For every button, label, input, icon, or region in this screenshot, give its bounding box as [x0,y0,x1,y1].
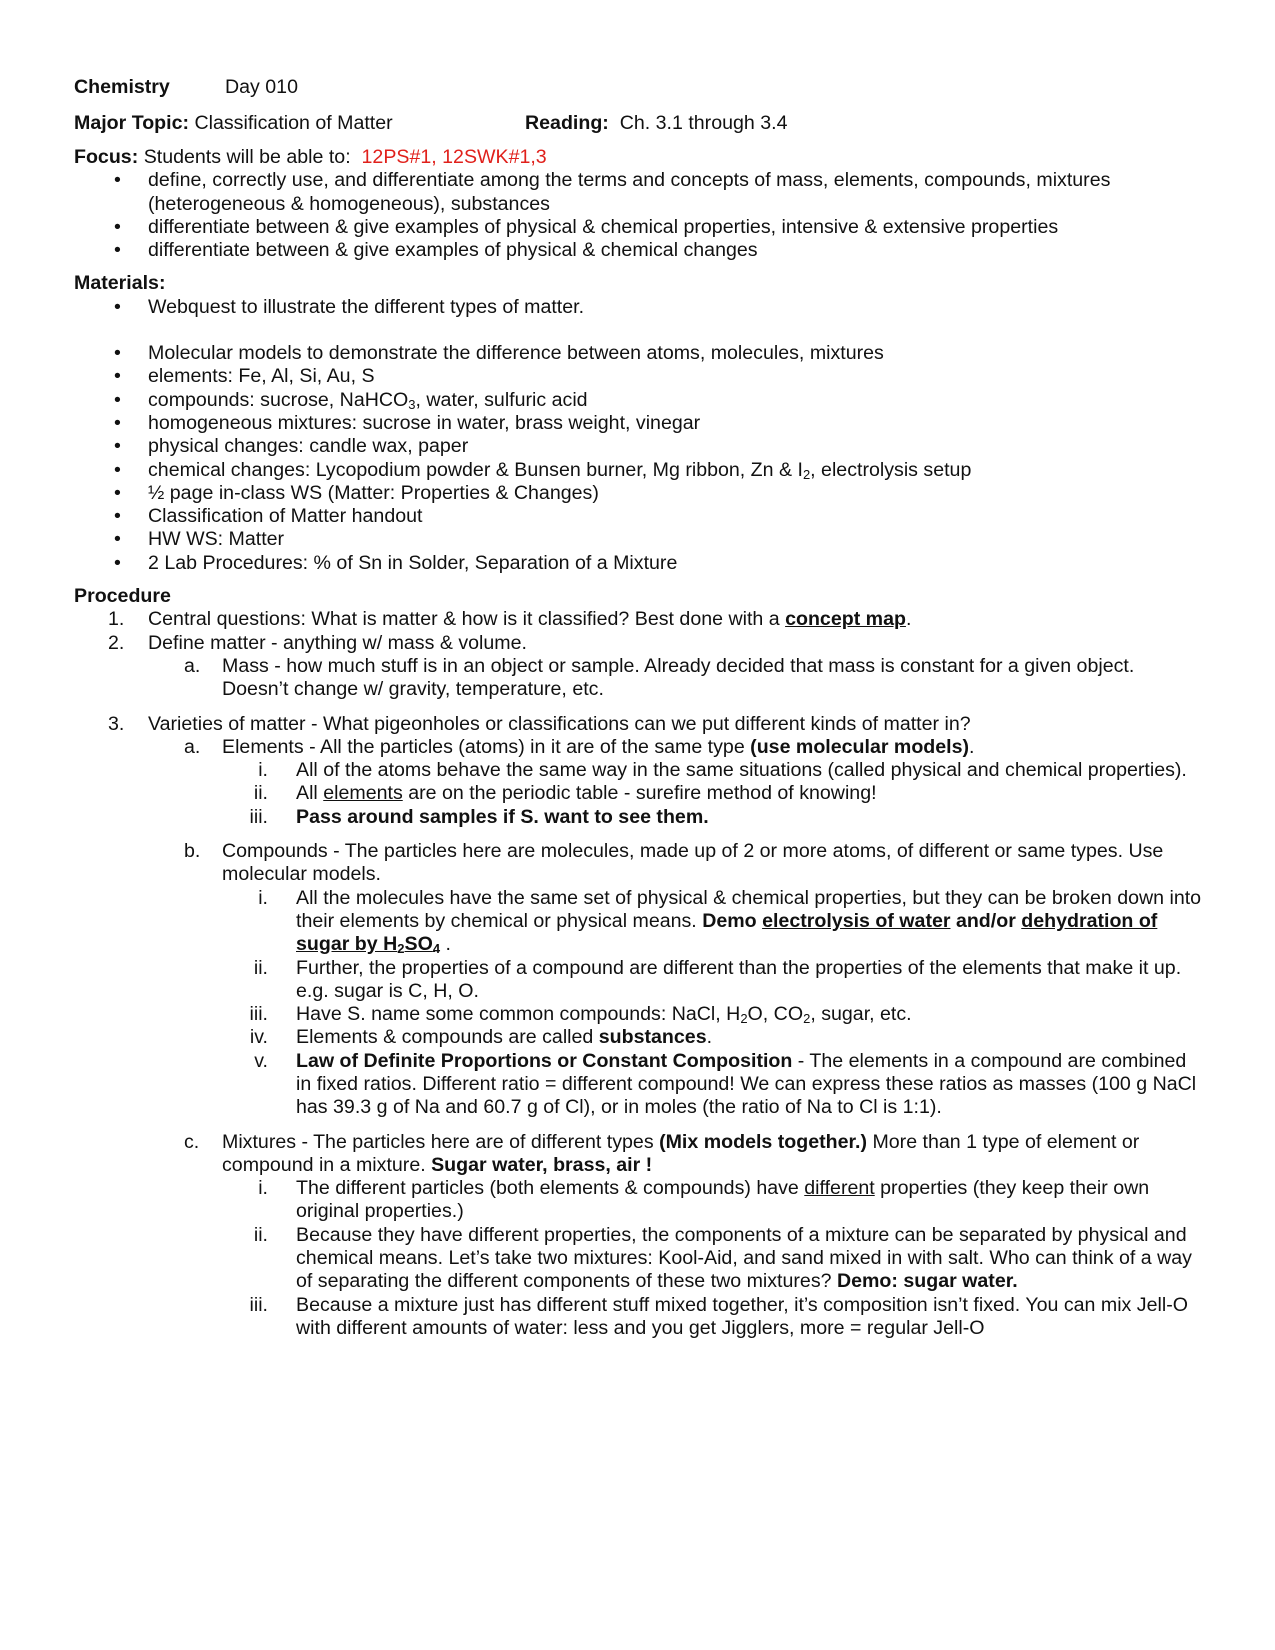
demo-dehydration-text: SO [404,933,433,956]
step-roman: ii. [253,1223,268,1246]
list-item-text: compounds: sucrose, NaHCO [148,388,409,411]
subscript: 2 [802,466,811,482]
list-item: • physical changes: candle wax, paper [74,435,1204,458]
step-text: Elements & compounds are called [296,1026,599,1049]
different-term: different [804,1177,875,1200]
demo-sugar-water: Demo: sugar water. [836,1270,1018,1293]
procedure-step-3c-ii [74,1224,1204,1294]
step-roman: v. [254,1049,268,1072]
step-text-end: properties (they keep their own original properties.) [296,1177,1150,1223]
step-letter: a. [184,735,201,758]
list-item: • define, correctly use, and differentiate among the terms and concepts of mass, elements, compounds, mixtures (heterogeneous & homogeneous), substances [74,169,1204,216]
procedure-step-3c-i [74,1177,1204,1224]
materials-section [74,272,1204,575]
demo-label: Demo [702,909,763,932]
reading-label: Reading: [525,112,609,134]
step-text-end: . [440,933,451,956]
examples: Sugar water, brass, air ! [431,1153,653,1176]
list-item: • Webquest to illustrate the different types of matter. [74,296,1204,319]
step-text: - The elements in a compound are combined in fixed ratios. Different ratio = different compound! We can express these ratios as masses (100 g NaCl has 39.3 g of Na and 60.7 g of Cl), or in moles (the ratio of Na to Cl is 1:1). [296,1049,1197,1119]
subscript: 2 [803,1011,811,1027]
step-text: Further, the properties of a compound are different than the properties of the elements that make it up. e.g. sugar is C, H, O. [296,956,1182,1002]
step-roman: ii. [253,782,268,805]
subscript: 4 [432,941,441,957]
focus-label: Focus: [74,146,139,168]
step-text: Varieties of matter - What pigeonholes or classifications can we put different kinds of matter in? [148,712,971,735]
list-item: • elements: Fe, Al, Si, Au, S [74,365,1204,388]
procedure-step-3b [74,840,1204,887]
step-text: Define matter - anything w/ mass & volume. [148,631,527,654]
substances-term: substances [598,1026,707,1049]
procedure-step-3b-iv [74,1026,1204,1049]
procedure-step-3 [74,713,1204,736]
list-item: • ½ page in-class WS (Matter: Properties & Changes) [74,482,1204,505]
focus-list [74,169,1204,262]
step-roman: iii. [249,1293,268,1316]
step-roman: iii. [249,1003,268,1026]
step-number: 3. [108,712,125,735]
subscript: 2 [397,941,405,957]
focus-intro: Students will be able to: [143,146,351,168]
major-topic-label: Major Topic: [74,112,190,134]
subject-title: Chemistry [74,76,170,98]
step-text: Pass around samples if S. want to see them. [296,805,709,828]
list-item: • 2 Lab Procedures: % of Sn in Solder, Separation of a Mixture [74,552,1204,575]
reading-field [525,106,787,140]
step-text: Because they have different properties, the components of a mixture can be separated by physical and chemical means. Let’s take two mixtures: Kool-Aid, and sand mixed in with salt. Who can think of a way of separating the different components of these two mixtures? [296,1223,1192,1293]
header-line-2 [74,106,1204,140]
step-text: O, CO [747,1003,804,1026]
step-text: Mixtures - The particles here are of different types [222,1130,660,1153]
step-text: All the molecules have the same set of physical & chemical properties, but they can be broken down into their elements by chemical or physical means. [296,886,1202,932]
header-line-1 [74,72,1204,106]
list-item-text: chemical changes: Lycopodium powder & Bunsen burner, Mg ribbon, Zn & I [148,458,803,481]
step-roman: i. [258,886,268,909]
procedure-section [74,585,1204,1340]
list-item: • Molecular models to demonstrate the difference between atoms, molecules, mixtures [74,342,1204,365]
focus-section [74,146,1204,262]
major-topic-value: Classification of Matter [194,112,393,134]
focus-heading [74,146,1204,169]
list-item-text: , water, sulfuric acid [415,388,588,411]
step-roman: i. [258,759,268,782]
procedure-step-3b-iii [74,1003,1204,1026]
law-title: Law of Definite Proportions or Constant Composition [296,1049,793,1072]
procedure-heading: Procedure [74,585,171,608]
list-item [74,459,1204,482]
reading-value: Ch. 3.1 through 3.4 [619,112,788,134]
procedure-step-3b-i [74,887,1204,957]
concept-map-term: concept map [785,608,906,631]
materials-list [74,296,1204,319]
demo-dehydration-text: dehydration of sugar by H [296,909,1158,956]
procedure-step-3b-v [74,1050,1204,1120]
step-text-end: . [905,608,912,631]
step-text-end: are on the periodic table - surefire method of knowing! [402,782,877,805]
step-text-end: . [969,735,975,758]
step-text-end: , sugar, etc. [810,1003,912,1026]
list-item: • HW WS: Matter [74,528,1204,551]
procedure-step-1 [74,608,1204,631]
step-text: The different particles (both elements & compounds) have [296,1177,805,1200]
step-letter: b. [184,840,201,863]
step-text: All of the atoms behave the same way in the same situations (called physical and chemical properties). [296,759,1187,782]
emphasis: (Mix models together.) [659,1130,868,1153]
subscript: 2 [740,1011,748,1027]
step-letter: a. [184,654,201,677]
step-letter: c. [184,1130,200,1153]
procedure-step-3a-ii [74,782,1204,805]
step-text: Because a mixture just has different stuff mixed together, it’s composition isn’t fixed. You can mix Jell-O with different amounts of water: less and you get Jigglers, more = regular Jell-O [296,1293,1188,1339]
list-item [74,389,1204,412]
step-roman: ii. [253,956,268,979]
procedure-step-2a [74,655,1204,702]
list-item: • differentiate between & give examples of physical & chemical properties, intensive & extensive properties [74,216,1204,239]
emphasis: (use molecular models) [750,735,970,758]
list-item: • differentiate between & give examples of physical & chemical changes [74,239,1204,262]
step-text: Mass - how much stuff is in an object or sample. Already decided that mass is constant for a given object. Doesn’t change w/ gravity, temperature, etc. [222,654,1135,701]
step-roman: iv. [249,1026,268,1049]
step-text-end: . [706,1026,713,1049]
procedure-step-3b-ii [74,957,1204,1004]
step-number: 2. [108,631,125,654]
step-text: All [296,782,324,805]
materials-list-continued [74,342,1204,575]
procedure-step-3a-iii [74,806,1204,829]
demo-electrolysis: electrolysis of water [762,909,951,932]
step-text: Have S. name some common compounds: NaCl, H [296,1003,741,1026]
focus-standards: 12PS#1, 12SWK#1,3 [361,146,547,168]
list-item: • Classification of Matter handout [74,505,1204,528]
elements-term: elements [323,782,403,805]
procedure-step-2 [74,632,1204,655]
procedure-step-3a [74,736,1204,759]
step-text: Elements - All the particles (atoms) in it are of the same type [222,735,751,758]
step-roman: i. [258,1177,268,1200]
step-number: 1. [108,608,125,631]
step-roman: iii. [249,805,268,828]
demo-andor: and/or [950,909,1022,932]
procedure-step-3a-i [74,759,1204,782]
list-item: • homogeneous mixtures: sucrose in water, brass weight, vinegar [74,412,1204,435]
step-text: Compounds - The particles here are molecules, made up of 2 or more atoms, of different or same types. Use molecular models. [222,840,1164,886]
procedure-step-3c-iii [74,1294,1204,1341]
lesson-plan-page [74,72,1204,1340]
subscript: 3 [408,396,416,412]
materials-heading: Materials: [74,272,166,295]
step-text: More than 1 type of element or compound in a mixture. [222,1130,1140,1176]
step-text: Central questions: What is matter & how is it classified? Best done with a [148,608,786,631]
procedure-step-3c [74,1131,1204,1178]
day-number: Day 010 [225,76,298,98]
list-item-text: , electrolysis setup [810,458,972,481]
